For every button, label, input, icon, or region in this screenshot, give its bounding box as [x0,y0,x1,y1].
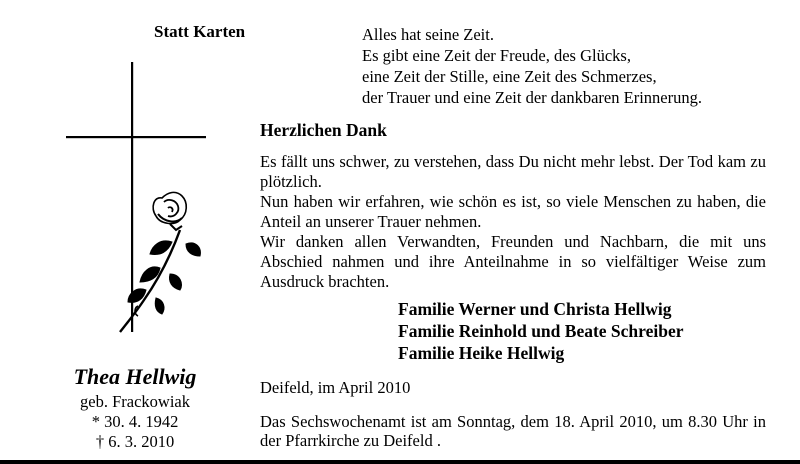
poem [362,24,702,108]
statt-karten-label: Statt Karten [154,22,246,41]
service-notice [260,412,766,450]
deceased-name: Thea Hellwig [73,364,197,389]
birth-date: * 30. 4. 1942 [91,412,179,431]
death-date: † 6. 3. 2010 [95,432,175,451]
family-name: Familie Werner und Christa Hellwig [398,299,672,319]
service-text: Das Sechswochenamt ist am Sonntag, dem 18. April 2010, um 8.30 Uhr in der Pfarrkirche zu Deifeld . [260,412,766,450]
family-signatures [398,298,684,364]
thanks-paragraph: Wir danken allen Verwandten, Freunden und Nachbarn, die mit uns Abschied nahmen und ihre Anteilnahme in so vielfältiger Weise zum Ausdruck brachten. [260,232,766,291]
thanks-paragraph: Es fällt uns schwer, zu verstehen, dass Du nicht mehr lebst. Der Tod kam zu plötzlich. [260,152,766,191]
poem-line: Alles hat seine Zeit. [362,25,494,44]
poem-line: eine Zeit der Stille, eine Zeit des Schmerzes, [362,67,657,86]
family-name: Familie Reinhold und Beate Schreiber [398,321,684,341]
born-name: geb. Frackowiak [80,392,190,411]
poem-line: Es gibt eine Zeit der Freude, des Glücks, [362,46,631,65]
poem-line: der Trauer und eine Zeit der dankbaren Erinnerung. [362,88,702,107]
thanks-heading: Herzlichen Dank [260,120,387,140]
deceased-details [40,392,230,452]
cross-with-rose [60,62,210,342]
thanks-paragraph: Nun haben wir erfahren, wie schön es ist, so viele Menschen zu haben, die Anteil an unserer Trauer nehmen. [260,192,766,231]
thanks-body [260,152,766,292]
family-name: Familie Heike Hellwig [398,343,565,363]
place-date: Deifeld, im April 2010 [260,378,411,397]
